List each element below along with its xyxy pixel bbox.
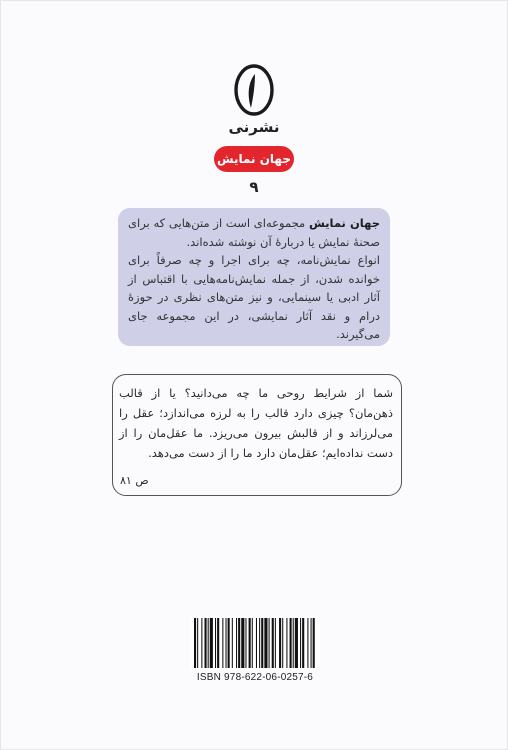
- quote-box: [112, 374, 402, 496]
- quote-source: ص ۸۱: [120, 474, 149, 487]
- series-badge: جهان نمایش: [214, 146, 294, 172]
- publisher-name: نشرنی: [228, 118, 280, 136]
- quote-text: شما از شرایط روحی ما چه می‌دانید؟ یا از قالب ذهن‌مان؟ چیزی دارد قالب را به لرزه می‌اندازد؛ عقل را می‌لرزاند و از قالبش بیرون می‌ریزد. ما عقل‌مان را از دست نداده‌ایم؛ عقل‌مان دارد ما را از دست می‌دهد.: [119, 386, 393, 460]
- barcode: [190, 616, 320, 670]
- description-p1-rest: مجموعه‌ای است از متن‌هایی که برای صحنهٔ نمایش یا دربارهٔ آن نوشته شده‌اند.: [128, 216, 380, 249]
- publisher-logo-icon: [234, 64, 274, 116]
- description-lead: جهان نمایش: [308, 216, 380, 230]
- description-paragraph-1: [128, 214, 380, 251]
- isbn-text: ISBN 978-622-06-0257-6: [196, 672, 314, 683]
- series-description: [118, 208, 390, 346]
- description-paragraph-2: انواع نمایش‌نامه، چه برای اجرا و چه صرفاً برای خوانده شدن، از جمله نمایش‌نامه‌هایی با اقتباس از آثار ادبی یا سینمایی، و نیز متن‌های نظری در حوزهٔ درام و نقد آثار نمایشی، در این مجموعه جای می‌گیرند.: [128, 253, 380, 341]
- series-number: ۹: [249, 178, 259, 196]
